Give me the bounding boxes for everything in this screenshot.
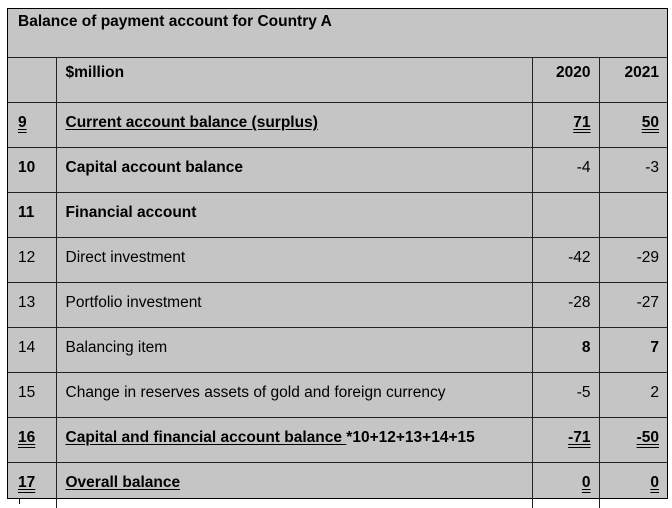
table-row <box>8 238 667 283</box>
value-2020: 8 <box>532 328 599 373</box>
table-row <box>8 193 667 238</box>
row-label: Capital and financial account balance <box>65 429 347 446</box>
border-tick <box>19 499 20 504</box>
row-number: 12 <box>8 238 56 283</box>
table-row <box>8 328 667 373</box>
row-number: 11 <box>8 193 56 238</box>
row-label-formula: *10+12+13+14+15 <box>346 429 475 446</box>
value-2020: -5 <box>532 373 599 418</box>
header-year-2020: 2020 <box>532 58 599 103</box>
balance-of-payments-table <box>7 8 668 499</box>
row-number: 14 <box>8 328 56 373</box>
table-row <box>8 418 667 463</box>
table-row <box>8 373 667 418</box>
value-2020: -42 <box>532 238 599 283</box>
value-2021: 50 <box>641 114 659 131</box>
table-row <box>8 463 667 508</box>
row-number: 15 <box>8 373 56 418</box>
row-label: Balancing item <box>56 328 532 373</box>
row-number: 13 <box>8 283 56 328</box>
row-label: Current account balance (surplus) <box>65 114 318 131</box>
table-row <box>8 283 667 328</box>
header-num-cell <box>8 58 56 103</box>
value-2021: 0 <box>650 474 659 491</box>
value-2020: 71 <box>573 114 591 131</box>
row-label: Overall balance <box>65 474 181 491</box>
table-row <box>8 103 667 148</box>
value-2020: -4 <box>532 148 599 193</box>
row-number: 17 <box>18 474 36 491</box>
row-label: Change in reserves assets of gold and foreign currency <box>56 373 532 418</box>
row-label: Capital account balance <box>56 148 532 193</box>
bop-grid <box>8 9 667 508</box>
row-label: Portfolio investment <box>56 283 532 328</box>
table-title: Balance of payment account for Country A <box>8 9 667 58</box>
value-2021: -50 <box>636 429 659 446</box>
value-2021 <box>599 193 667 238</box>
value-2021: -29 <box>599 238 667 283</box>
value-2021: -3 <box>599 148 667 193</box>
value-2020: -71 <box>568 429 591 446</box>
value-2021: -27 <box>599 283 667 328</box>
row-number: 9 <box>18 114 27 131</box>
row-number: 16 <box>18 429 36 446</box>
row-label: Financial account <box>56 193 532 238</box>
header-unit: $million <box>56 58 532 103</box>
value-2021: 2 <box>599 373 667 418</box>
row-label: Direct investment <box>56 238 532 283</box>
table-row <box>8 148 667 193</box>
value-2021: 7 <box>599 328 667 373</box>
value-2020: 0 <box>581 474 591 491</box>
header-row <box>8 58 667 103</box>
header-year-2021: 2021 <box>599 58 667 103</box>
value-2020: -28 <box>532 283 599 328</box>
value-2020 <box>532 193 599 238</box>
row-number: 10 <box>8 148 56 193</box>
